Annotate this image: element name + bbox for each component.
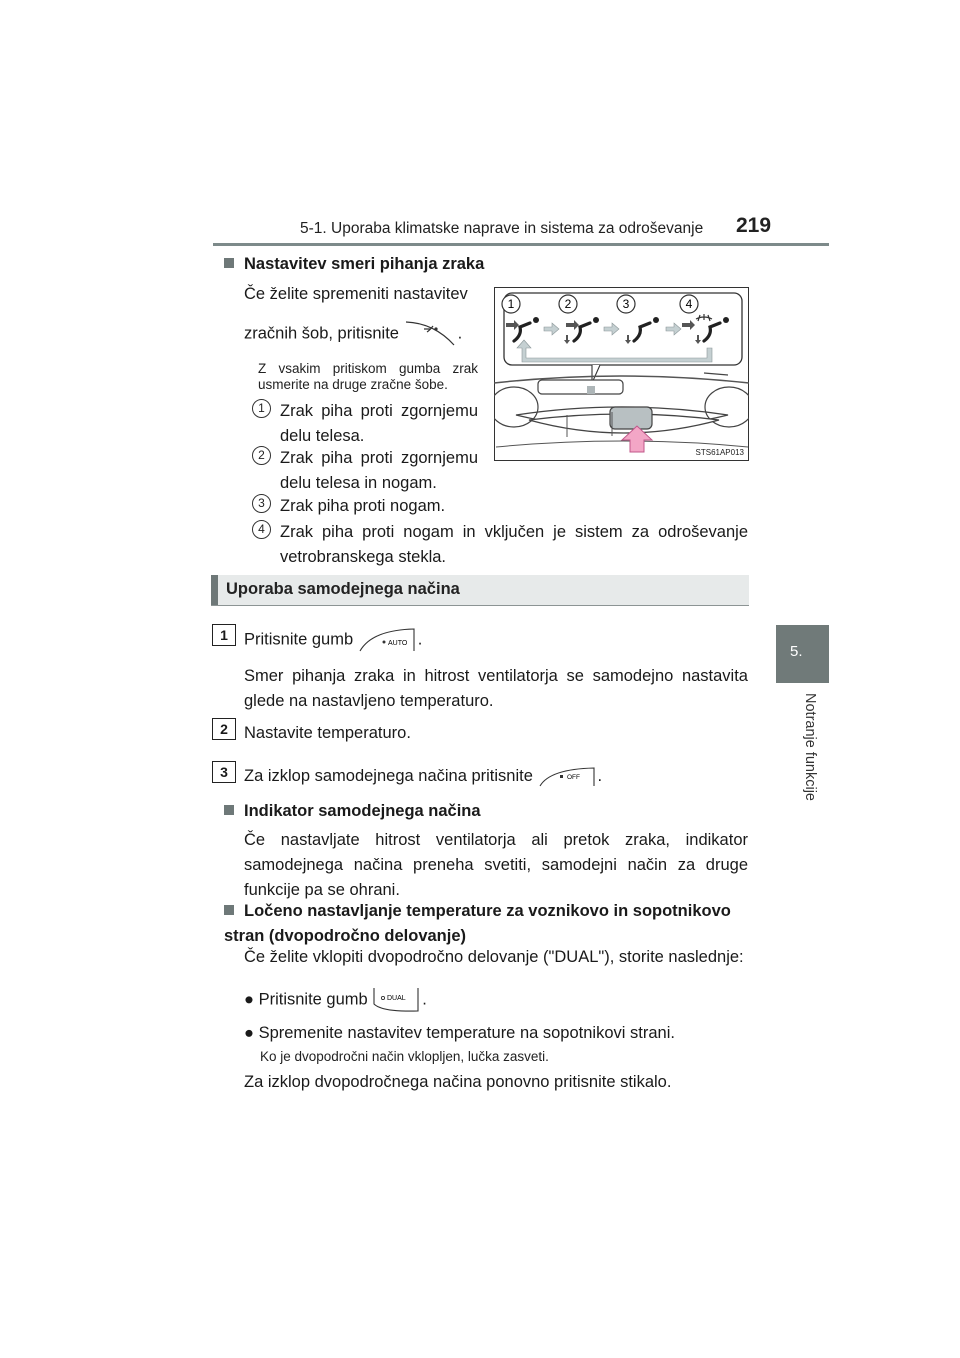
svg-text:4: 4 (685, 297, 693, 311)
item-text: Zrak piha proti zgornjemu delu telesa. (280, 402, 478, 445)
dual-bullet-1: ● Pritisnite gumb DUAL . (244, 986, 427, 1014)
bullet-dot-icon: ● (244, 1024, 254, 1042)
dual-button-icon (372, 986, 422, 1014)
dual-heading: Ločeno nastavljanje temperature za voznikovo in sopotnikovo stran (dvopodročno delovanje) (224, 902, 731, 945)
svg-text:2: 2 (564, 297, 572, 311)
air-direction-intro-1: Če želite spremeniti nastavitev (244, 285, 468, 303)
indicator-heading: Indikator samodejnega načina (224, 802, 481, 821)
air-vent-illustration (494, 287, 749, 461)
item-number: 2 (252, 446, 271, 465)
chapter-title-vertical (776, 693, 829, 873)
air-direction-heading: Nastavitev smeri pihanja zraka (224, 255, 484, 274)
square-bullet-icon (224, 905, 234, 915)
step-1-text: Pritisnite gumb AUTO . (244, 627, 422, 653)
auto-section-title: Uporaba samodejnega načina (226, 580, 460, 598)
step-2-text: Nastavite temperaturo. (244, 724, 411, 742)
indicator-text: Če nastavljate hitrost ventilatorja ali pretok zraka, indikator samodejnega načina preneha svetiti, samodejni način za druge funkcije pa se ohrani. (244, 831, 748, 899)
air-vent-figure (494, 287, 749, 461)
svg-text:3: 3 (622, 297, 630, 311)
svg-text:AUTO: AUTO (387, 640, 408, 647)
svg-text:DUAL: DUAL (387, 995, 406, 1002)
bullet-dot-icon: ● (244, 990, 254, 1009)
dual-outro: Za izklop dvopodročnega načina ponovno pritisnite stikalo. (244, 1073, 672, 1091)
item-text: Zrak piha proti zgornjemu delu telesa in nogam. (280, 449, 478, 492)
square-bullet-icon (224, 805, 234, 815)
item-text: Zrak piha proti nogam. (280, 497, 446, 515)
svg-text:1: 1 (507, 297, 515, 311)
auto-button-icon (358, 627, 418, 653)
air-direction-item-2 (252, 446, 478, 496)
header-section-title: 5-1. Uporaba klimatske naprave in sistema za odroševanje (300, 220, 704, 237)
off-button-icon (538, 766, 598, 788)
figure-number-3 (617, 295, 635, 313)
item-number: 3 (252, 494, 271, 513)
page-number: 219 (736, 214, 772, 237)
air-direction-item-1 (252, 399, 478, 449)
auto-section-header (211, 575, 749, 606)
step-number-3: 3 (212, 761, 236, 783)
step-3-text: Za izklop samodejnega načina pritisnite OFF . (244, 764, 602, 789)
step-number-2: 2 (212, 718, 236, 740)
chapter-title: Notranje funkcije (802, 693, 818, 801)
step-number-1: 1 (212, 624, 236, 646)
air-direction-item-4 (252, 520, 748, 570)
item-number: 4 (252, 520, 271, 539)
figure-code: STS61AP013 (695, 448, 744, 457)
figure-number-1 (502, 295, 520, 313)
chapter-number: 5. (790, 643, 803, 660)
air-direction-intro-2: zračnih šob, pritisnite . (244, 320, 484, 348)
air-direction-item-3 (252, 494, 748, 519)
figure-number-2 (559, 295, 577, 313)
airflow-mode-button-icon (404, 320, 458, 348)
item-text: Zrak piha proti nogam in vključen je sistem za odroševanje vetrobranskega stekla. (280, 523, 748, 566)
air-direction-note: Z vsakim pritiskom gumba zrak usmerite na druge zračne šobe. (258, 361, 478, 392)
square-bullet-icon (224, 258, 234, 268)
figure-number-4 (680, 295, 698, 313)
chapter-tab (776, 625, 829, 683)
dual-intro: Če želite vklopiti dvopodročno delovanje ("DUAL"), storite naslednje: (244, 948, 744, 966)
item-number: 1 (252, 399, 271, 418)
dual-note: Ko je dvopodročni način vklopljen, lučka zasveti. (260, 1049, 549, 1064)
header-rule (213, 243, 829, 246)
airflow-button-highlight (610, 407, 652, 429)
svg-text:OFF: OFF (566, 773, 580, 781)
step-1-detail: Smer pihanja zraka in hitrost ventilatorja se samodejno nastavita glede na nastavljeno temperaturo. (244, 667, 748, 710)
dual-bullet-2: ● Spremenite nastavitev temperature na sopotnikovi strani. (244, 1024, 675, 1042)
